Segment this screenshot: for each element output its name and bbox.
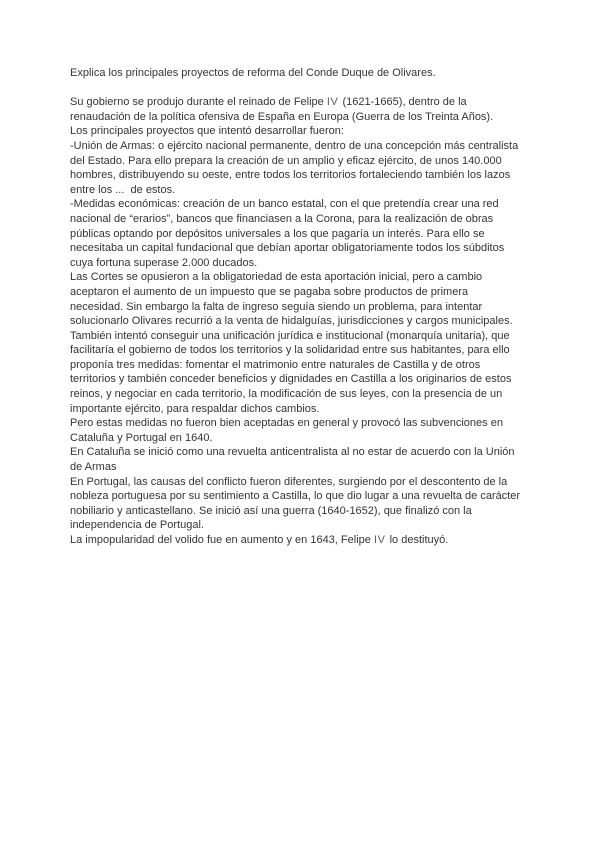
document-line: del Estado. Para ello prepara la creación de un amplio y eficaz ejército, de unos 140.000 <box>70 154 502 167</box>
document-title: Explica los principales proyectos de reforma del Conde Duque de Olivares. <box>70 67 436 79</box>
document-line: reinos, y negociar en cada territorio, la modificación de sus leyes, con la presencia de un <box>70 388 503 401</box>
document-line: entre los ... de estos. <box>70 183 176 196</box>
document-body <box>70 66 540 548</box>
document-line: -Unión de Armas: o ejército nacional permanente, dentro de una concepción más centralista <box>70 139 519 152</box>
document-line: proponía tres medidas: fomentar el matrimonio entre naturales de Castilla y de otros <box>70 358 481 371</box>
document-line: facilitaría el gobierno de todos los territorios y la solidaridad entre sus habitantes, para ello <box>70 344 510 357</box>
document-line: hombres, distribuyendo su oeste, entre todos los territorios fortaleciendo también los lazos <box>70 169 511 182</box>
document-line: nacional de “erarios”, bancos que financiasen a la Corona, para la realización de obras <box>70 212 494 225</box>
document-line: solucionarlo Olivares recurrió a la venta de hidalguías, jurisdicciones y cargos municipales. <box>70 315 513 328</box>
document-line: nobleza portuguesa por su sentimiento a Castilla, lo que dio lugar a una revuelta de carácter <box>70 490 521 503</box>
document-line: En Portugal, las causas del conflicto fueron diferentes, surgiendo por el descontento de la <box>70 475 508 488</box>
document-line: Su gobierno se produjo durante el reinado de Felipe IV (1621-1665), dentro de la <box>70 96 467 109</box>
document-line: necesidad. Sin embargo la falta de ingreso seguía siendo un problema, para intentar <box>70 300 483 313</box>
document-line: Pero estas medidas no fueron bien aceptadas en general y provocó las subvenciones en <box>70 417 503 430</box>
document-line: de Armas <box>70 461 117 474</box>
document-line: nobiliario y anticastellano. Se inició así una guerra (1640-1652), que finalizó con la <box>70 504 472 517</box>
document-line: renaudación de la política ofensiva de España en Europa (Guerra de los Treinta Años). <box>70 110 494 123</box>
document-line: importante ejército, para respaldar dichos cambios. <box>70 402 320 415</box>
document-line: -Medidas económicas: creación de un banco estatal, con el que pretendía crear una red <box>70 198 499 211</box>
document-line: públicas optando por depósitos universales a los que pagaría un interés. Para ello se <box>70 227 485 240</box>
document-line: cuya fortuna superase 2.000 ducados. <box>70 256 258 269</box>
document-line: La impopularidad del volido fue en aumento y en 1643, Felipe IV lo destituyó. <box>70 534 449 546</box>
document-line: territorios y también conceder beneficios y dignidades en Castilla a los originarios de estos <box>70 373 512 386</box>
document-line: Las Cortes se opusieron a la obligatoriedad de esta aportación inicial, pero a cambio <box>70 271 483 284</box>
document-line: En Cataluña se inició como una revuelta anticentralista al no estar de acuerdo con la Unión <box>70 446 515 459</box>
document-line: independencia de Portugal. <box>70 519 204 532</box>
document-line: necesitaba un capital fundacional que debían aportar obligatoriamente todos los súbditos <box>70 242 505 255</box>
document-line: aceptaron el aumento de un impuesto que se pagaba sobre productos de primera <box>70 285 469 298</box>
document-line: Los principales proyectos que intentó desarrollar fueron: <box>70 125 344 138</box>
document-line: Cataluña y Portugal en 1640. <box>70 431 213 444</box>
document-line: También intentó conseguir una unificación jurídica e institucional (monarquía unitaria), que <box>70 329 510 342</box>
